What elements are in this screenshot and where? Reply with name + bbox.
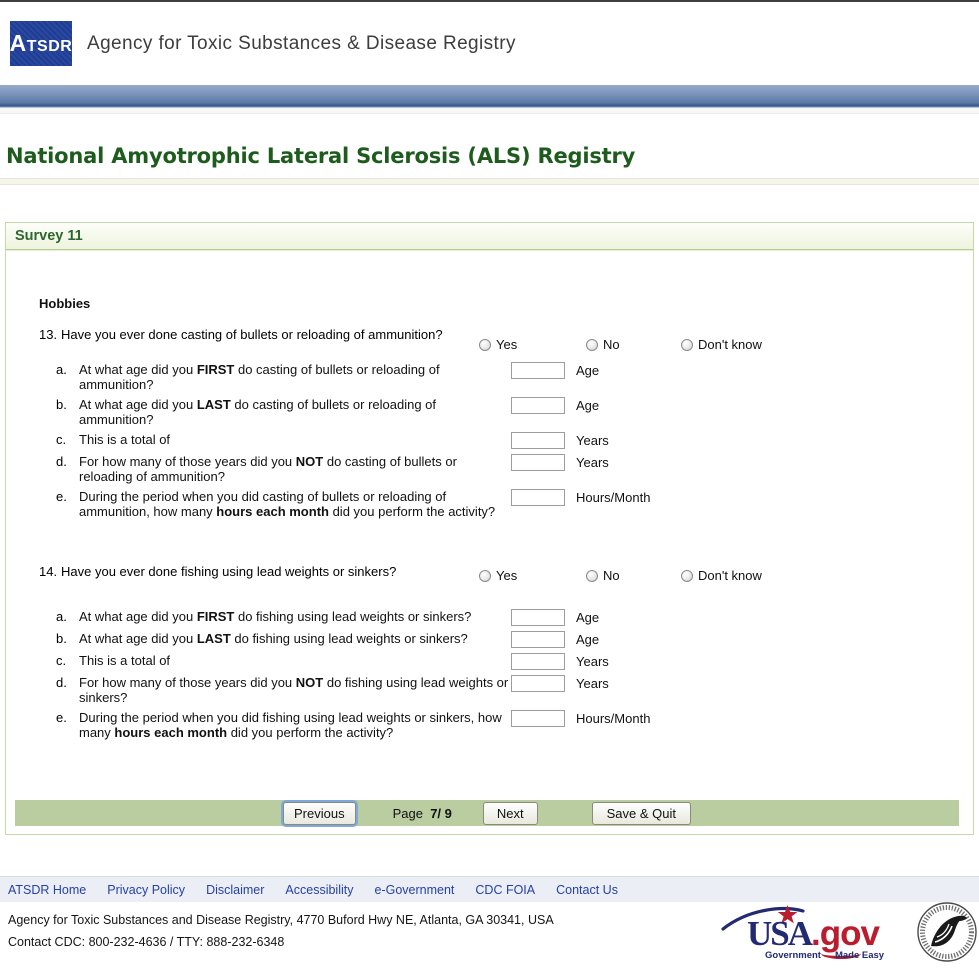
q14b-input[interactable] [511, 631, 565, 648]
footer-link-cdc-foia[interactable]: CDC FOIA [475, 882, 536, 897]
pagination-bar [15, 800, 959, 826]
q13e-input[interactable] [511, 489, 565, 506]
footer-link-accessibility[interactable]: Accessibility [285, 882, 354, 897]
question-14-sub-list [56, 609, 973, 740]
q13-dontknow-option[interactable]: Don't know [681, 337, 762, 352]
survey-title: Survey 11 [15, 228, 83, 244]
survey-header [6, 223, 973, 250]
survey-panel [5, 222, 974, 835]
footer-link-privacy-policy[interactable]: Privacy Policy [107, 882, 186, 897]
footer-links-bar [0, 876, 979, 902]
question-13-number: 13. [39, 327, 58, 342]
sub-question-text: For how many of those years did you NOT do casting of bullets or reloading of ammunition? [79, 454, 457, 484]
question-14-number: 14. [39, 564, 58, 579]
question-13-sub-list [56, 362, 973, 519]
page-title: National Amyotrophic Lateral Sclerosis (ALS) Registry [6, 144, 636, 168]
q13e-row: e. During the period when you did casting of bullets or reloading of ammunition, how many hours each month did you perform the activity? Hours/Month [56, 489, 651, 519]
q13d-input[interactable] [511, 454, 565, 471]
radio-button-icon[interactable] [681, 339, 693, 351]
q13c-input[interactable] [511, 432, 565, 449]
radio-button-icon[interactable] [479, 570, 491, 582]
usagov-logo[interactable] [725, 904, 897, 964]
usagov-tagline: Government Made Easy [765, 950, 885, 961]
footer-info [0, 902, 979, 978]
q14c-input[interactable] [511, 653, 565, 670]
survey-content [6, 250, 973, 833]
sub-question-text: This is a total of [79, 432, 171, 447]
q13c-row: c. This is a total of Years [56, 432, 609, 448]
section-heading: Hobbies [39, 296, 91, 311]
footer-link-contact-us[interactable]: Contact Us [556, 882, 618, 897]
save-and-quit-button[interactable]: Save & Quit [592, 802, 691, 825]
footer-link-disclaimer[interactable]: Disclaimer [206, 882, 265, 897]
sub-question-text: For how many of those years did you NOT do fishing using lead weights or sinkers? [79, 675, 509, 705]
previous-button[interactable]: Previous [283, 802, 356, 825]
footer-link-egovernment[interactable]: e-Government [374, 882, 455, 897]
q14d-row: d. For how many of those years did you NOT do fishing using lead weights or sinkers? Years [56, 675, 609, 705]
q14e-row: e. During the period when you did fishing using lead weights or sinkers, how many hours each month did you perform the activity? Hours/Month [56, 710, 651, 740]
sub-question-text: At what age did you LAST do casting of bullets or reloading of ammunition? [79, 397, 437, 427]
page-indicator: Page 7/ 9 [392, 805, 452, 821]
usagov-wordmark: USA.gov [747, 914, 879, 953]
q13d-row: d. For how many of those years did you NOT do casting of bullets or reloading of ammunition? Years [56, 454, 609, 484]
q13b-row: b. At what age did you LAST do casting of bullets or reloading of ammunition? Age [56, 397, 600, 427]
question-14 [39, 564, 973, 740]
atsdr-logo-text: ATSDR [9, 30, 73, 56]
question-14-radio-group [479, 568, 762, 583]
q14-dontknow-option[interactable]: Don't know [681, 568, 762, 583]
sub-question-text: During the period when you did fishing using lead weights or sinkers, how many hours each month did you perform the activity? [79, 710, 502, 740]
footer-link-atsdr-home[interactable]: ATSDR Home [8, 882, 87, 897]
next-button[interactable]: Next [483, 802, 538, 825]
question-13 [39, 327, 973, 519]
radio-button-icon[interactable] [586, 339, 598, 351]
q14-no-option[interactable]: No [586, 568, 681, 583]
q14-yes-option[interactable]: Yes [479, 568, 586, 583]
question-13-text: Have you ever done casting of bullets or reloading of ammunition? [61, 327, 443, 342]
radio-button-icon[interactable] [586, 570, 598, 582]
sub-question-text: At what age did you LAST do fishing using lead weights or sinkers? [79, 631, 468, 646]
atsdr-logo[interactable] [10, 21, 72, 66]
agency-name: Agency for Toxic Substances & Disease Registry [87, 32, 516, 54]
q13-yes-option[interactable]: Yes [479, 337, 586, 352]
footer-address: Agency for Toxic Substances and Disease Registry, 4770 Buford Hwy NE, Atlanta, GA 30341, USA [8, 913, 554, 927]
hhs-seal-icon[interactable] [915, 898, 979, 966]
q13a-row: a. At what age did you FIRST do casting of bullets or reloading of ammunition? Age [56, 362, 600, 392]
masthead [0, 2, 979, 85]
sub-question-text: At what age did you FIRST do fishing using lead weights or sinkers? [79, 609, 472, 624]
navbar-underline [0, 108, 979, 114]
sub-question-text: During the period when you did casting of bullets or reloading of ammunition, how many hours each month did you perform the activity? [79, 489, 496, 519]
footer-contact: Contact CDC: 800-232-4636 / TTY: 888-232-6348 [8, 935, 285, 949]
q14a-row: a. At what age did you FIRST do fishing using lead weights or sinkers? Age [56, 609, 600, 625]
question-14-text: Have you ever done fishing using lead weights or sinkers? [61, 564, 397, 579]
q14d-input[interactable] [511, 675, 565, 692]
radio-button-icon[interactable] [479, 339, 491, 351]
q13b-input[interactable] [511, 397, 565, 414]
q13a-input[interactable] [511, 362, 565, 379]
question-13-radio-group [479, 337, 762, 352]
sub-question-text: This is a total of [79, 653, 171, 668]
q13-no-option[interactable]: No [586, 337, 681, 352]
sub-question-text: At what age did you FIRST do casting of bullets or reloading of ammunition? [79, 362, 440, 392]
radio-button-icon[interactable] [681, 570, 693, 582]
top-navigation-bar [0, 85, 979, 108]
q14b-row: b. At what age did you LAST do fishing using lead weights or sinkers? Age [56, 631, 600, 647]
q14a-input[interactable] [511, 609, 565, 626]
q14e-input[interactable] [511, 710, 565, 727]
divider-strip [0, 178, 979, 185]
q14c-row: c. This is a total of Years [56, 653, 609, 669]
